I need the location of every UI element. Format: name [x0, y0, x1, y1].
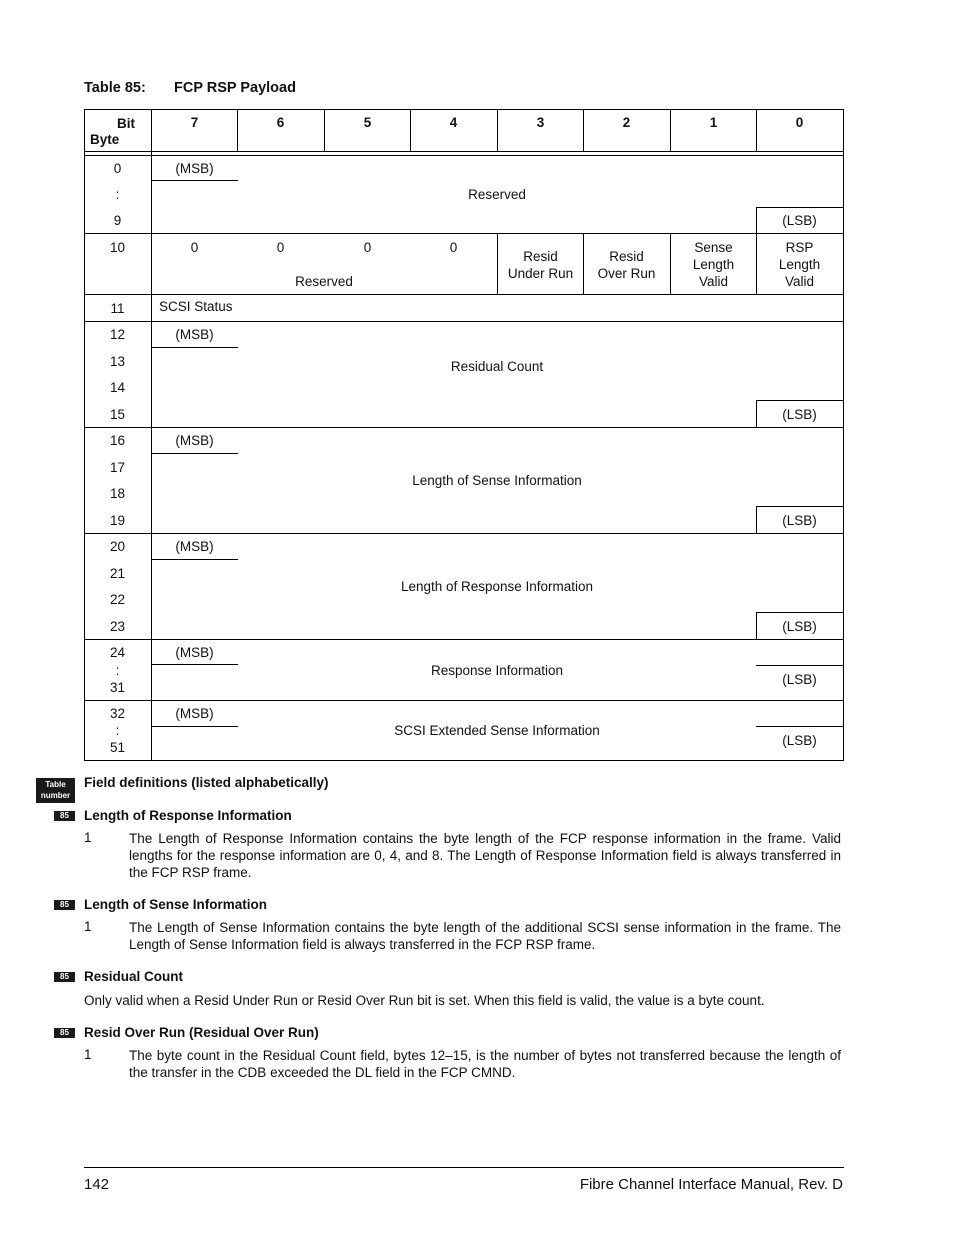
- byte-label: 31: [109, 680, 126, 695]
- lsb-label: (LSB): [782, 407, 817, 422]
- def-number: 1: [84, 919, 92, 934]
- byte-label: 16: [109, 433, 126, 448]
- lsb-label: (LSB): [782, 619, 817, 634]
- byte-label: 21: [109, 566, 126, 581]
- byte-label: 13: [109, 354, 126, 369]
- bit-0-header: 0: [795, 115, 804, 130]
- field-scsi-status: SCSI Status: [159, 299, 233, 314]
- field-residual-count: Residual Count: [450, 359, 544, 374]
- def-title: Length of Response Information: [84, 808, 292, 823]
- byte-label: 0: [113, 161, 122, 176]
- byte-label: 22: [109, 592, 126, 607]
- bit-6-header: 6: [276, 115, 285, 130]
- bit-header: Bit: [117, 116, 135, 131]
- document-title: Fibre Channel Interface Manual, Rev. D: [579, 1176, 843, 1193]
- flag-resid-under-run: Resid Under Run: [507, 249, 574, 281]
- def-text: Only valid when a Resid Under Run or Resid Over Run bit is set. When this field is valid, the value is a byte count.: [84, 993, 765, 1008]
- bit-value: 0: [190, 240, 199, 255]
- byte-label: 20: [109, 539, 126, 554]
- byte-label: 32: [109, 706, 126, 721]
- byte-label: 24: [109, 645, 126, 660]
- field-scsi-extended-sense-information: SCSI Extended Sense Information: [394, 723, 600, 738]
- def-number: 1: [84, 830, 92, 845]
- field-length-of-response-information: Length of Response Information: [400, 579, 594, 594]
- bit-5-header: 5: [363, 115, 372, 130]
- byte-label: 14: [109, 380, 126, 395]
- lsb-label: (LSB): [782, 213, 817, 228]
- def-text: The Length of Response Information contains the byte length of the FCP response information in the frame. Valid lengths for the response information are 0, 4, and 8. The Length of Response Information field is always transferred in the FCP RSP frame.: [129, 831, 841, 880]
- byte-label: 23: [109, 619, 126, 634]
- byte-label: 11: [110, 301, 125, 316]
- table-caption-title: FCP RSP Payload: [174, 80, 296, 96]
- byte-label: 9: [113, 213, 122, 228]
- msb-label: (MSB): [175, 645, 214, 660]
- byte-label: :: [115, 187, 120, 202]
- def-text: The Length of Sense Information contains the byte length of the additional SCSI sense information in the frame. The Length of Sense Information field is always transferred in the FCP RSP frame.: [129, 920, 841, 952]
- bit-value: 0: [363, 240, 372, 255]
- byte-label: 15: [109, 407, 126, 422]
- flag-rsp-length-valid: RSP Length Valid: [778, 240, 821, 289]
- flag-resid-over-run: Resid Over Run: [597, 249, 656, 281]
- msb-label: (MSB): [175, 161, 214, 176]
- flag-sense-length-valid: Sense Length Valid: [692, 240, 735, 289]
- byte-label: 18: [109, 486, 126, 501]
- field-reserved: Reserved: [295, 274, 353, 289]
- def-number: 1: [84, 1047, 92, 1062]
- msb-label: (MSB): [175, 539, 214, 554]
- bit-3-header: 3: [536, 115, 545, 130]
- msb-label: (MSB): [175, 327, 214, 342]
- table-caption-number: Table 85:: [84, 80, 146, 96]
- byte-label: :: [115, 663, 120, 678]
- msb-label: (MSB): [175, 433, 214, 448]
- page-number: 142: [84, 1176, 110, 1193]
- table-number-badge: Table number: [36, 778, 75, 803]
- byte-label: :: [115, 723, 120, 738]
- lsb-label: (LSB): [782, 733, 817, 748]
- def-title: Resid Over Run (Residual Over Run): [84, 1025, 319, 1040]
- def-title: Length of Sense Information: [84, 897, 268, 912]
- field-length-of-sense-information: Length of Sense Information: [412, 473, 582, 488]
- lsb-label: (LSB): [782, 513, 817, 528]
- table-ref-badge: 85: [54, 1028, 75, 1038]
- msb-label: (MSB): [175, 706, 214, 721]
- byte-label: 17: [109, 460, 126, 475]
- byte-label: 51: [109, 740, 126, 755]
- byte-header: Byte: [90, 132, 120, 147]
- bit-2-header: 2: [622, 115, 631, 130]
- bit-1-header: 1: [709, 115, 718, 130]
- footer-rule: [84, 1167, 844, 1168]
- field-definitions-heading: Field definitions (listed alphabetically): [84, 775, 329, 790]
- table-ref-badge: 85: [54, 900, 75, 910]
- def-title: Residual Count: [84, 969, 184, 984]
- field-response-information: Response Information: [430, 663, 564, 678]
- byte-label: 19: [109, 513, 126, 528]
- table-ref-badge: 85: [54, 811, 75, 821]
- bit-value: 0: [449, 240, 458, 255]
- byte-label: 12: [109, 327, 126, 342]
- field-reserved: Reserved: [468, 187, 526, 202]
- bit-value: 0: [276, 240, 285, 255]
- bit-4-header: 4: [449, 115, 458, 130]
- table-ref-badge: 85: [54, 972, 75, 982]
- bit-7-header: 7: [190, 115, 199, 130]
- lsb-label: (LSB): [782, 672, 817, 687]
- byte-label: 10: [109, 240, 126, 255]
- def-text: The byte count in the Residual Count field, bytes 12–15, is the number of bytes not transferred because the length of the transfer in the CDB exceeded the DL field in the FCP CMND.: [129, 1048, 841, 1080]
